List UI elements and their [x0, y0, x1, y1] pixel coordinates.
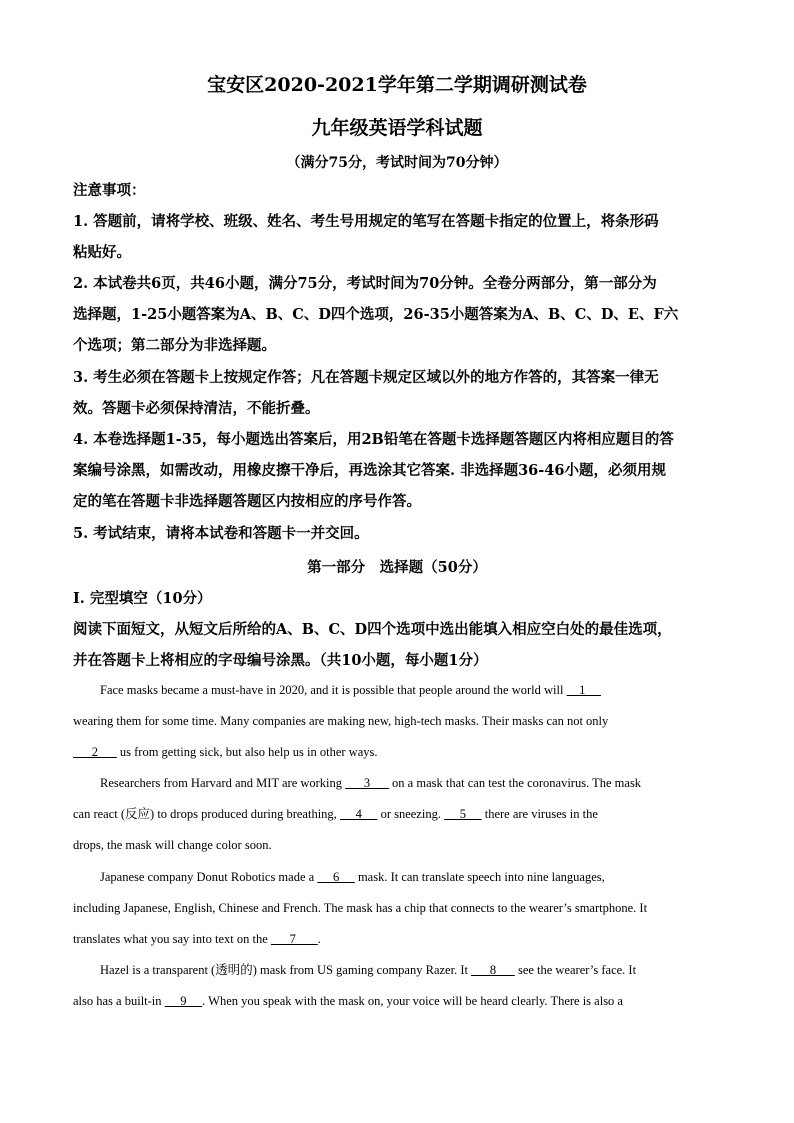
passage-text: or sneezing. — [377, 807, 445, 821]
instructions-line-1: 阅读下面短文，从短文后所给的A、B、C、D四个选项中选出能填入相应空白处的最佳选项， — [73, 621, 672, 638]
notice-item-5: 5. 考试结束，请将本试卷和答题卡一并交回。 — [73, 525, 369, 542]
passage-text: see the wearer’s face. It — [514, 963, 637, 977]
blank-9: 9 — [164, 994, 203, 1008]
exam-title: 宝安区2020-2021学年第二学期调研测试卷 — [207, 74, 587, 96]
blank-7: 7 — [270, 932, 318, 946]
passage-line — [73, 955, 750, 986]
blank-5: 5 — [444, 807, 482, 821]
instructions-line-2: 并在答题卡上将相应的字母编号涂黑。（共10小题，每小题1分） — [73, 652, 488, 669]
notice-item-3-line-2: 效。答题卡必须保持清洁，不能折叠。 — [73, 400, 320, 417]
passage-text: . — [317, 932, 321, 946]
blank-1: 1 — [566, 683, 601, 697]
passage-text: can react (反应) to drops produced during breathing, — [73, 807, 340, 821]
passage-text: there are viruses in the — [481, 807, 598, 821]
part-heading: I. 完型填空（10分） — [73, 590, 212, 607]
passage-text: Hazel is a transparent (透明的) mask from US gaming company Razer. It — [100, 963, 472, 977]
passage-line — [73, 737, 723, 768]
passage-line — [73, 768, 750, 799]
passage-text: us from getting sick, but also help us in other ways. — [116, 745, 378, 759]
passage-line — [73, 862, 750, 893]
notice-item-4-line-3: 定的笔在答题卡非选择题答题区内按相应的序号作答。 — [73, 493, 421, 510]
notice-item-2-line-2: 选择题，1-25小题答案为A、B、C、D四个选项，26-35小题答案为A、B、C、D、E、F六 — [73, 306, 679, 323]
passage-line — [73, 799, 723, 830]
notice-item-2-line-3: 个选项；第二部分为非选择题。 — [73, 337, 276, 354]
notice-item-3-line-1: 3. 考生必须在答题卡上按规定作答；凡在答题卡规定区域以外的地方作答的，其答案一律无 — [73, 369, 659, 386]
blank-2: 2 — [73, 745, 117, 759]
blank-8: 8 — [471, 963, 515, 977]
passage-text: Researchers from Harvard and MIT are working — [100, 776, 346, 790]
section-title: 第一部分 选择题（50分） — [307, 559, 487, 576]
notice-item-2-line-1: 2. 本试卷共6页，共46小题，满分75分，考试时间为70分钟。全卷分两部分，第一部分为 — [73, 275, 657, 292]
passage-line — [73, 924, 723, 955]
notice-item-1-line-2: 粘贴好。 — [73, 244, 131, 261]
passage-text: on a mask that can test the coronavirus. The mask — [388, 776, 642, 790]
passage-line: drops, the mask will change color soon. — [73, 838, 272, 852]
exam-time-note: （满分75分，考试时间为70分钟） — [286, 155, 508, 171]
passage-text: Japanese company Donut Robotics made a — [100, 870, 318, 884]
passage-line — [73, 986, 723, 1017]
passage-text: mask. It can translate speech into nine languages, — [354, 870, 605, 884]
passage-line — [73, 675, 750, 706]
notice-item-4-line-1: 4. 本卷选择题1-35，每小题选出答案后，用2B铅笔在答题卡选择题答题区内将相应题目的答 — [73, 431, 674, 448]
passage-text: translates what you say into text on the — [73, 932, 271, 946]
notice-heading: 注意事项： — [73, 182, 146, 199]
passage-line: including Japanese, English, Chinese and French. The mask has a chip that connects to the wearer’s smartphone. It — [73, 901, 648, 915]
passage-text: Face masks became a must-have in 2020, and it is possible that people around the world will — [100, 683, 567, 697]
notice-item-4-line-2: 案编号涂黑，如需改动，用橡皮擦干净后，再选涂其它答案. 非选择题36-46小题，必须用规 — [73, 462, 666, 479]
passage-line: wearing them for some time. Many companies are making new, high-tech masks. Their masks can not only — [73, 714, 609, 728]
exam-subtitle: 九年级英语学科试题 — [311, 117, 483, 139]
blank-6: 6 — [317, 870, 355, 884]
passage-text: also has a built-in — [73, 994, 165, 1008]
blank-4: 4 — [339, 807, 378, 821]
blank-3: 3 — [345, 776, 389, 790]
notice-item-1-line-1: 1. 答题前，请将学校、班级、姓名、考生号用规定的笔写在答题卡指定的位置上，将条形码 — [73, 213, 659, 230]
passage-text: . When you speak with the mask on, your voice will be heard clearly. There is also a — [202, 994, 623, 1008]
